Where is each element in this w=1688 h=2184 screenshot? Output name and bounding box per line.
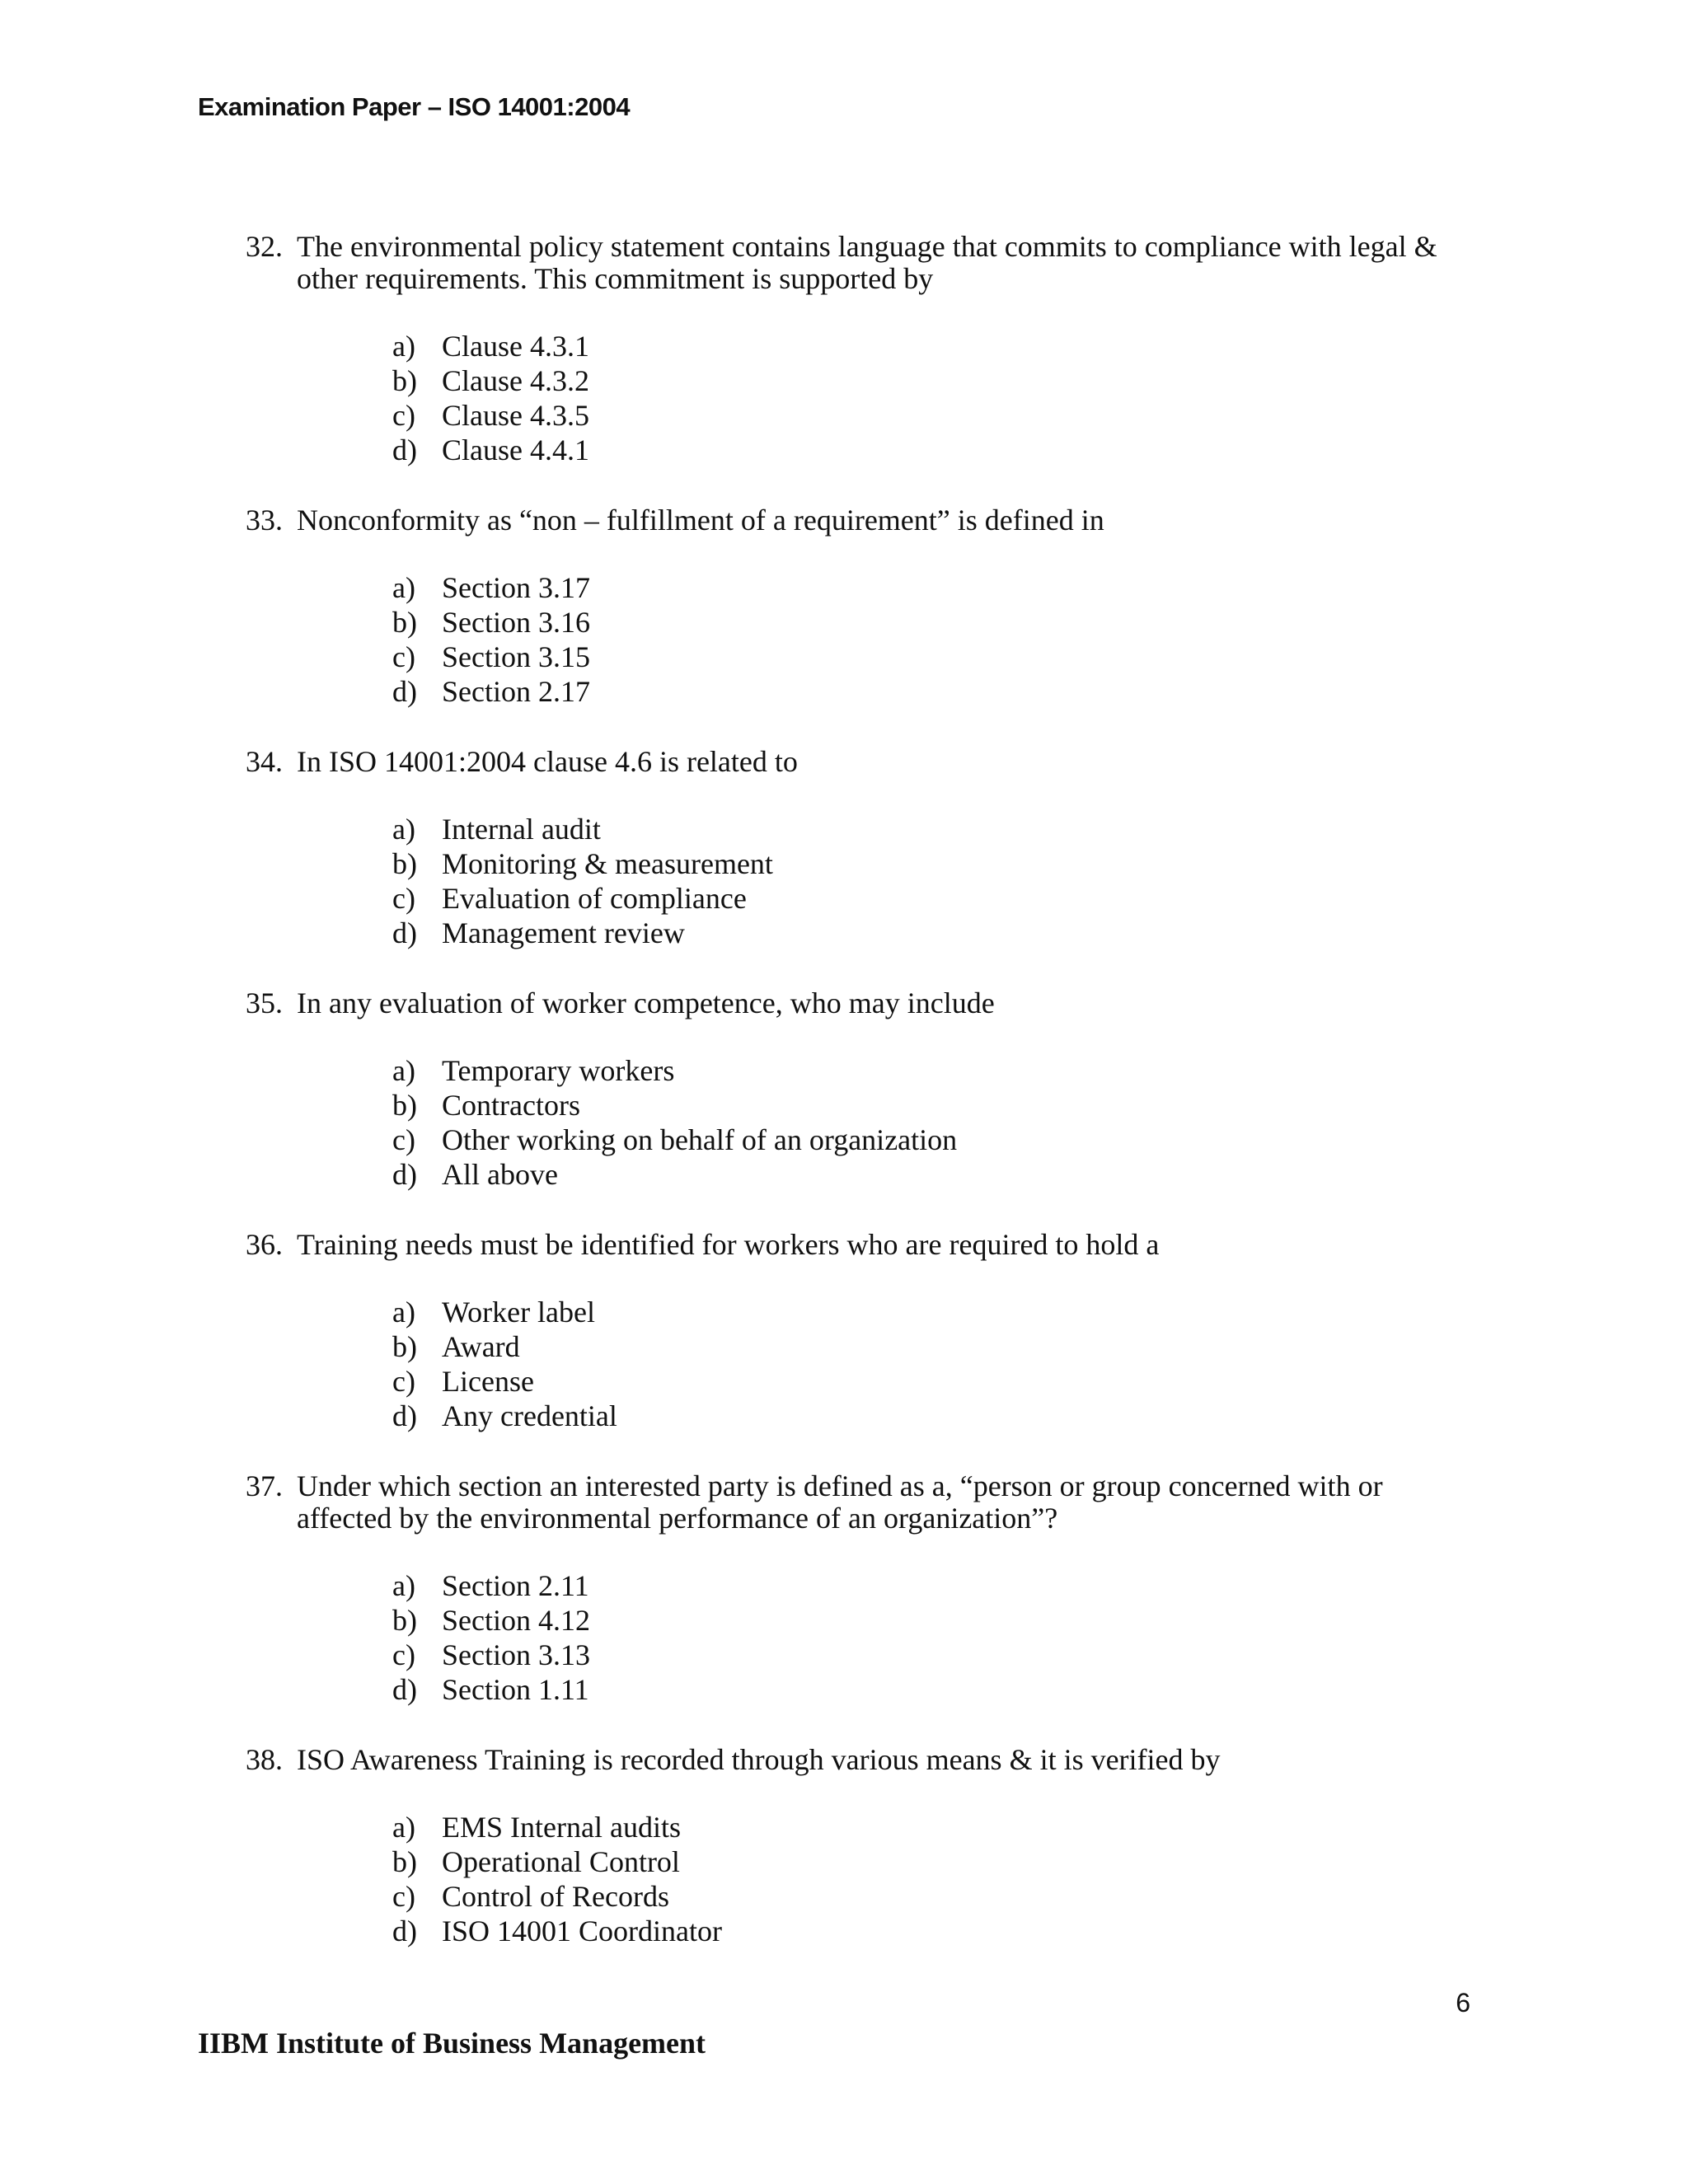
answer-option-c <box>392 1638 1482 1672</box>
option-text: Temporary workers <box>442 1054 675 1087</box>
option-text: Any credential <box>442 1399 617 1432</box>
option-text: Section 4.12 <box>442 1604 590 1637</box>
option-text: Clause 4.4.1 <box>442 434 589 466</box>
option-text: Operational Control <box>442 1845 680 1878</box>
answer-option-c <box>392 640 1482 674</box>
question-stem <box>246 1470 1482 1535</box>
question-37 <box>246 1470 1482 1707</box>
answer-options <box>392 329 1482 467</box>
option-text: Section 2.11 <box>442 1569 589 1602</box>
answer-option-c <box>392 1364 1482 1399</box>
answer-option-a <box>392 329 1482 363</box>
option-letter: d) <box>392 1673 417 1706</box>
option-letter: b) <box>392 1089 417 1122</box>
answer-option-d <box>392 1399 1482 1433</box>
option-letter: d) <box>392 675 417 708</box>
answer-option-c <box>392 1122 1482 1157</box>
question-number: 33. <box>246 504 283 537</box>
option-letter: b) <box>392 1845 417 1878</box>
answer-option-b <box>392 363 1482 398</box>
answer-option-d <box>392 433 1482 467</box>
answer-option-a <box>392 570 1482 605</box>
option-letter: b) <box>392 847 417 880</box>
answer-option-d <box>392 674 1482 709</box>
answer-options <box>392 1295 1482 1433</box>
question-number: 35. <box>246 987 283 1019</box>
question-33 <box>246 504 1482 709</box>
option-text: All above <box>442 1158 558 1191</box>
question-text: Training needs must be identified for workers who are required to hold a <box>297 1228 1160 1261</box>
option-text: Evaluation of compliance <box>442 882 747 915</box>
answer-option-a <box>392 1295 1482 1329</box>
option-text: Section 3.15 <box>442 640 590 673</box>
question-number: 34. <box>246 745 283 778</box>
option-letter: c) <box>392 882 415 915</box>
option-letter: b) <box>392 364 417 397</box>
question-34 <box>246 746 1482 950</box>
answer-option-a <box>392 1568 1482 1603</box>
option-text: Section 2.17 <box>442 675 590 708</box>
question-stem <box>246 1744 1482 1776</box>
answer-options <box>392 570 1482 709</box>
question-number: 36. <box>246 1228 283 1261</box>
answer-option-c <box>392 398 1482 433</box>
option-letter: c) <box>392 640 415 673</box>
option-letter: b) <box>392 606 417 639</box>
option-text: Section 3.17 <box>442 571 590 604</box>
question-stem <box>246 746 1482 778</box>
option-letter: c) <box>392 399 415 432</box>
answer-option-a <box>392 1810 1482 1844</box>
question-text: In any evaluation of worker competence, who may include <box>297 987 995 1019</box>
page-header-title: Examination Paper – ISO 14001:2004 <box>198 92 631 121</box>
option-text: Monitoring & measurement <box>442 847 773 880</box>
answer-options <box>392 812 1482 950</box>
option-letter: a) <box>392 1569 415 1602</box>
question-stem <box>246 231 1482 295</box>
option-letter: a) <box>392 1054 415 1087</box>
option-text: Control of Records <box>442 1880 669 1913</box>
answer-option-b <box>392 1844 1482 1879</box>
answer-options <box>392 1568 1482 1707</box>
option-letter: a) <box>392 571 415 604</box>
option-letter: c) <box>392 1880 415 1913</box>
question-number: 38. <box>246 1743 283 1776</box>
page-number: 6 <box>1456 1988 1470 2018</box>
question-text: The environmental policy statement contains language that commits to compliance with legal & other requirements. This commitment is supported by <box>297 230 1437 295</box>
option-text: Clause 4.3.1 <box>442 330 589 363</box>
option-letter: a) <box>392 330 415 363</box>
answer-option-b <box>392 1088 1482 1122</box>
answer-option-d <box>392 1914 1482 1948</box>
option-text: Internal audit <box>442 813 601 846</box>
question-38 <box>246 1744 1482 1948</box>
option-text: Clause 4.3.2 <box>442 364 589 397</box>
answer-option-d <box>392 916 1482 950</box>
question-36 <box>246 1229 1482 1433</box>
question-35 <box>246 987 1482 1192</box>
option-text: ISO 14001 Coordinator <box>442 1915 722 1947</box>
answer-option-b <box>392 1603 1482 1638</box>
answer-options <box>392 1053 1482 1192</box>
question-stem <box>246 987 1482 1019</box>
option-text: Contractors <box>442 1089 580 1122</box>
answer-option-c <box>392 1879 1482 1914</box>
option-letter: b) <box>392 1330 417 1363</box>
option-text: EMS Internal audits <box>442 1811 681 1844</box>
option-letter: b) <box>392 1604 417 1637</box>
option-text: Other working on behalf of an organization <box>442 1123 958 1156</box>
question-text: ISO Awareness Training is recorded through various means & it is verified by <box>297 1743 1221 1776</box>
option-letter: c) <box>392 1638 415 1671</box>
option-text: Section 3.16 <box>442 606 590 639</box>
option-text: License <box>442 1365 534 1398</box>
question-number: 37. <box>246 1469 283 1502</box>
question-text: In ISO 14001:2004 clause 4.6 is related to <box>297 745 798 778</box>
answer-option-d <box>392 1157 1482 1192</box>
option-text: Award <box>442 1330 520 1363</box>
answer-option-d <box>392 1672 1482 1707</box>
question-stem <box>246 1229 1482 1261</box>
footer-institution: IIBM Institute of Business Management <box>198 2027 706 2060</box>
option-letter: d) <box>392 1915 417 1947</box>
option-letter: a) <box>392 813 415 846</box>
answer-option-b <box>392 846 1482 881</box>
option-letter: d) <box>392 1158 417 1191</box>
option-letter: d) <box>392 916 417 949</box>
question-text: Nonconformity as “non – fulfillment of a requirement” is defined in <box>297 504 1104 537</box>
question-32 <box>246 231 1482 467</box>
question-stem <box>246 504 1482 537</box>
option-text: Clause 4.3.5 <box>442 399 589 432</box>
option-letter: d) <box>392 1399 417 1432</box>
question-text: Under which section an interested party is defined as a, “person or group concerned with or affected by the environmental performance of an organization”? <box>297 1469 1383 1535</box>
question-list <box>246 231 1482 1985</box>
option-text: Section 3.13 <box>442 1638 590 1671</box>
option-text: Section 1.11 <box>442 1673 589 1706</box>
option-letter: a) <box>392 1811 415 1844</box>
answer-option-a <box>392 1053 1482 1088</box>
option-letter: d) <box>392 434 417 466</box>
answer-options <box>392 1810 1482 1948</box>
answer-option-b <box>392 605 1482 640</box>
answer-option-a <box>392 812 1482 846</box>
option-letter: c) <box>392 1365 415 1398</box>
question-number: 32. <box>246 230 283 263</box>
option-letter: a) <box>392 1296 415 1329</box>
answer-option-b <box>392 1329 1482 1364</box>
option-text: Worker label <box>442 1296 596 1329</box>
answer-option-c <box>392 881 1482 916</box>
option-text: Management review <box>442 916 685 949</box>
option-letter: c) <box>392 1123 415 1156</box>
